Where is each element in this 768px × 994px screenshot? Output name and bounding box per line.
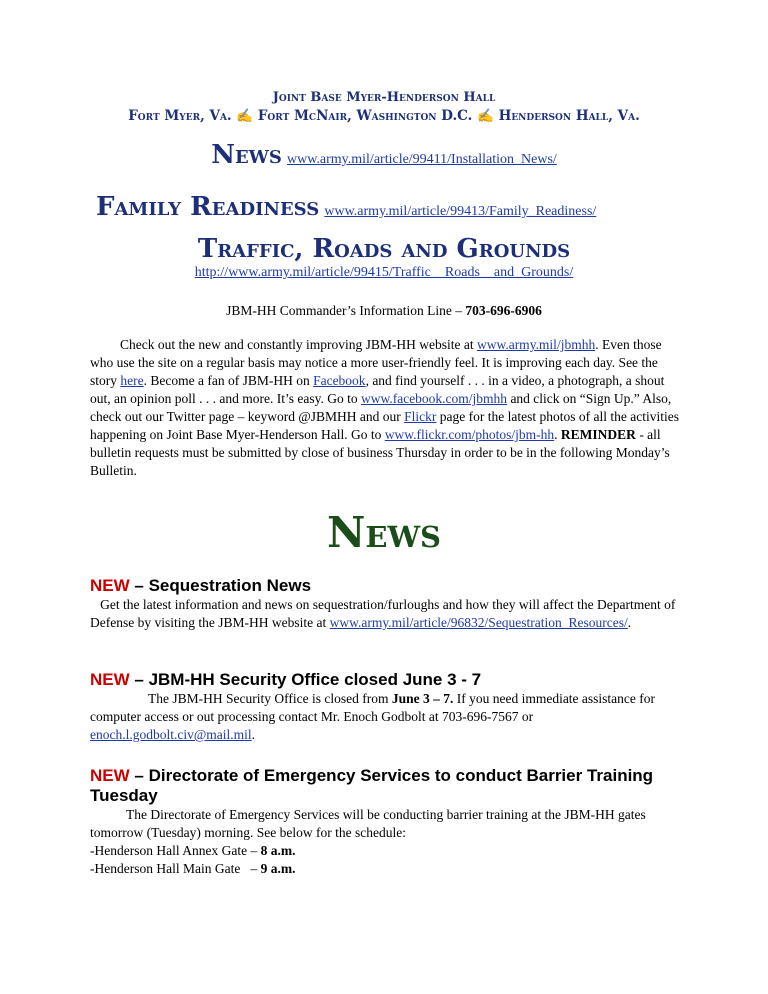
article-body-text: The JBM-HH Security Office is closed from (148, 691, 392, 706)
traffic-banner-url-line (0, 265, 768, 281)
article-body-end: . (627, 615, 632, 630)
article-body (90, 806, 682, 842)
article-body-text: Get the latest information and news on sequestration/furloughs and how they will affect the Department of Defense by visiting the JBM-HH website at (90, 597, 679, 630)
info-line-phone: 703-696-6906 (465, 303, 542, 318)
family-readiness-title: Family Readiness (96, 192, 320, 222)
intro-text-1: Check out the new and constantly improving JBM-HH website at (120, 337, 477, 352)
schedule-label: -Henderson Hall Main Gate – (90, 861, 261, 876)
article-title (90, 670, 682, 690)
facebook-link[interactable]: Facebook (313, 373, 366, 388)
jbmhh-website-link[interactable]: www.army.mil/jbmhh (476, 337, 596, 352)
intro-paragraph (90, 336, 682, 480)
news-section-heading: News (326, 508, 441, 557)
schedule-time: 9 a.m. (260, 861, 296, 876)
traffic-banner-link[interactable]: http://www.army.mil/article/99415/Traffic__Roads__and_Grounds/ (194, 265, 574, 280)
new-tag: NEW (90, 670, 130, 689)
family-readiness-link[interactable]: www.army.mil/article/99413/Family_Readiness/ (324, 204, 597, 219)
schedule-time: 8 a.m. (260, 843, 296, 858)
story-here-link[interactable]: here (120, 373, 144, 388)
closure-dates: June 3 – 7. (391, 691, 454, 706)
article-body (90, 596, 682, 632)
article-body-text: The Directorate of Emergency Services will be conducting barrier training at the JBM-HH gates tomorrow (Tuesday) morning. See below for the schedule: (90, 807, 646, 840)
family-readiness-banner (96, 192, 768, 222)
article-title-text: – Sequestration News (129, 576, 312, 595)
commander-info-line (0, 303, 768, 319)
facebook-url-link[interactable]: www.facebook.com/jbmhh (360, 391, 508, 406)
article-title (90, 576, 682, 596)
article-title (90, 766, 682, 806)
schedule-item-annex-gate (90, 842, 682, 860)
godbolt-email-link[interactable]: enoch.l.godbolt.civ@mail.mil (90, 727, 252, 742)
flickr-link[interactable]: Flickr (404, 409, 437, 424)
info-line-label: JBM-HH Commander’s Information Line – (226, 303, 466, 318)
new-tag: NEW (90, 766, 130, 785)
intro-text-3: . Become a fan of JBM-HH on (143, 373, 314, 388)
article-title-text: – Directorate of Emergency Services to conduct Barrier Training Tuesday (90, 766, 654, 805)
intro-text-8: - all bulletin requests must be submitted by close of business Thursday in order to be in the following Monday’s Bulletin. (90, 427, 670, 478)
article-body-text-2: If you need immediate assistance for computer access or out processing contact Mr. Enoch Godbolt at 703-696-7567 or (90, 691, 656, 724)
article-barrier-training (90, 766, 682, 878)
news-banner-link[interactable]: www.army.mil/article/99411/Installation_News/ (286, 152, 557, 167)
article-sequestration (90, 576, 682, 632)
flickr-url-link[interactable]: www.flickr.com/photos/jbm-hh (384, 427, 555, 442)
schedule-label: -Henderson Hall Annex Gate – (90, 843, 261, 858)
header-locations: Fort Myer, Va. ✍ Fort McNair, Washington D.C. ✍ Henderson Hall, Va. (128, 108, 640, 124)
intro-text-6: page for the latest photos of all the activities happening on Joint Base Myer-Henderson Hall. Go to (90, 409, 679, 442)
reminder-label: REMINDER (560, 427, 636, 442)
intro-text-4: , and find yourself . . . in a video, a photograph, a shout out, an opinion poll . . . and more. It’s easy. Go to (90, 373, 665, 406)
schedule-item-main-gate (90, 860, 682, 878)
intro-text-5: and click on “Sign Up.” Also, check out our Twitter page – keyword @JBMHH and our (90, 391, 672, 424)
article-body-end: . (251, 727, 256, 742)
article-body (90, 690, 682, 744)
new-tag: NEW (90, 576, 130, 595)
news-banner-title: News (211, 140, 282, 170)
news-banner (0, 140, 768, 170)
article-security-office (90, 670, 682, 744)
sequestration-resources-link[interactable]: www.army.mil/article/96832/Sequestration_Resources/ (329, 615, 628, 630)
header-title: Joint Base Myer-Henderson Hall (272, 90, 496, 105)
intro-text-7: . (554, 427, 561, 442)
article-title-text: – JBM-HH Security Office closed June 3 - 7 (129, 670, 482, 689)
traffic-banner-title: Traffic, Roads and Grounds (197, 234, 571, 264)
intro-text-2: . Even those who use the site on a regular basis may notice a more user-friendly feel. It is improving each day. See the story (90, 337, 662, 388)
